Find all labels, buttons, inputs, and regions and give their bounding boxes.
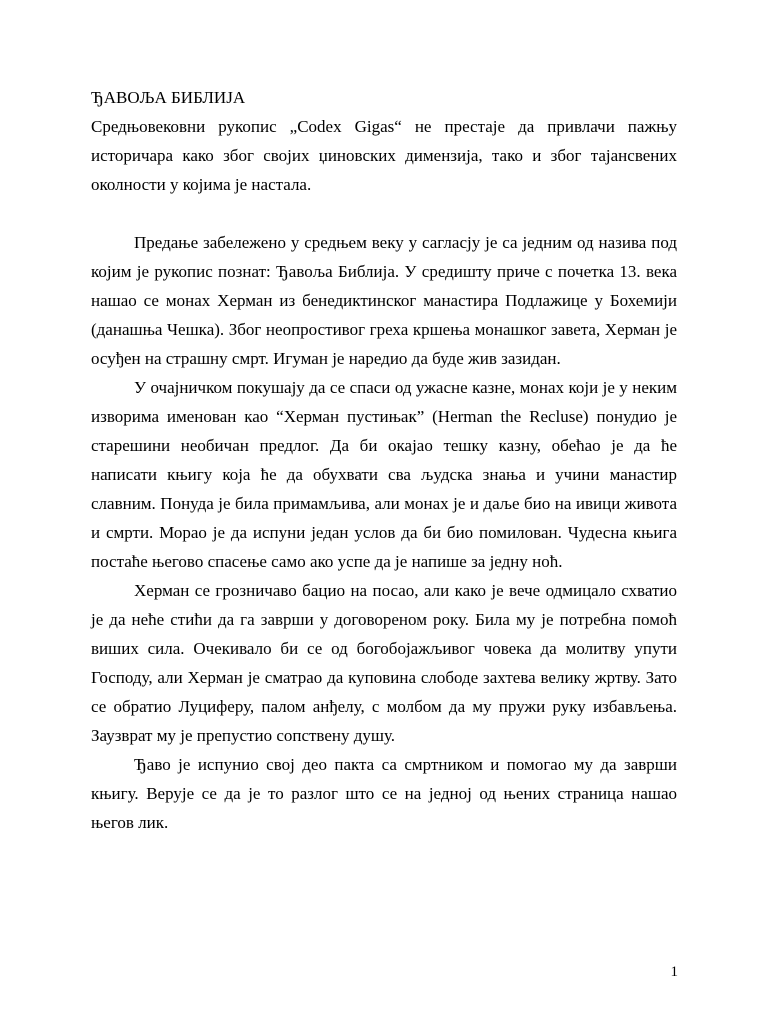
body-paragraph: Ђаво је испунио свој део пакта са смртником и помогао му да заврши књигу. Верује се да је то разлог што се на једној од њених страница нашао његов лик. [91, 755, 677, 832]
document-title: ЂАВОЉА БИБЛИЈА [91, 88, 246, 107]
body-paragraph: Предање забележено у средњем веку у сагласју је са једним од назива под којим је рукопис познат: Ђавоља Библија. У средишту приче с почетка 13. века нашао се монах Херман из бенедиктинског манастира Подлажице у Бохемији (данашња Чешка). Због неопростивог греха кршења монашког завета, Херман је осуђен на страшну смрт. Игуман је наредио да буде жив зазидан. [91, 233, 677, 368]
page-number: 1 [670, 964, 678, 980]
body-paragraph: У очајничком покушају да се спаси од ужасне казне, монах који је у неким изворима именован као “Херман пустињак” (Herman the Recluse) понудио је старешини необичан предлог. Да би окајао тешку казну, обећао је да ће написати књигу која ће да обухвати сва људска знања и учини манастир славним. Понуда је била примамљива, али монах је и даље био на ивици живота и смрти. Морао је да испуни један услов да би био помилован. Чудесна књига постаће његово спасење само ако успе да је напише за једну ноћ. [91, 378, 677, 571]
intro-paragraph: Средњовековни рукопис „Codex Gigas“ не престаје да привлачи пажњу историчара како због својих џиновских димензија, тако и због тајансвених околности у којима је настала. [91, 117, 677, 194]
page-content [91, 83, 677, 837]
body-paragraph: Херман се грозничаво бацио на посао, али како је вече одмицало схватио је да неће стићи да га заврши у договореном року. Била му је потребна помоћ виших сила. Очекивало би се од богобојажљивог човека да молитву упути Господу, али Херман је сматрао да куповина слободе захтева велику жртву. Зато се обратио Луциферу, палом анђелу, с молбом да му пружи руку избављења. Заузврат му је препустио сопствену душу. [91, 581, 677, 745]
